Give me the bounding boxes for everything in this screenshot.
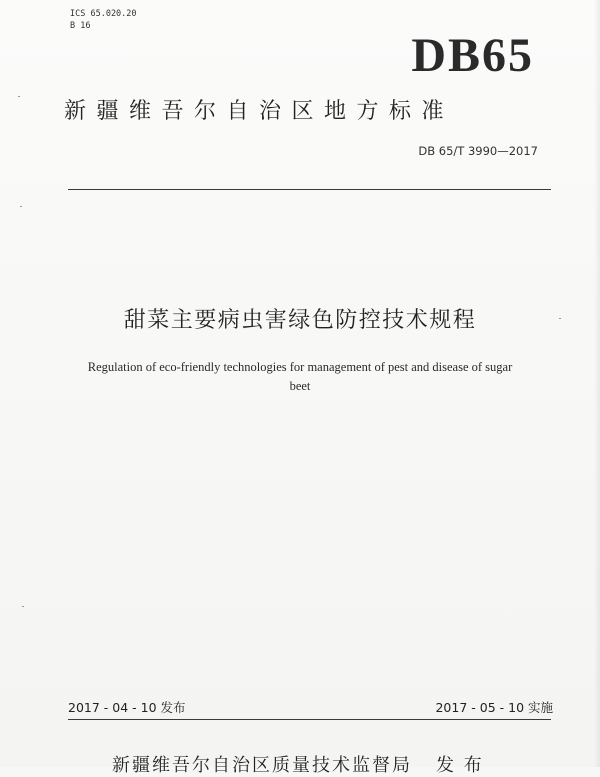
scan-speck [18, 96, 20, 97]
english-title-line-2: beet [289, 379, 311, 393]
issuer-name: 新疆维吾尔自治区质量技术监督局 [112, 755, 412, 776]
ccs-code: B 16 [70, 21, 91, 31]
scan-speck [20, 206, 22, 207]
english-title-line-1: Regulation of eco-friendly technologies for management of pest and disease of sugar [87, 360, 513, 374]
publish-label: 发 布 [436, 755, 484, 776]
scan-edge-shadow [594, 0, 600, 767]
scan-speck [559, 318, 561, 319]
document-title-english [55, 358, 545, 396]
standard-type-heading: 新疆维吾尔自治区地方标准 [64, 99, 455, 124]
ics-code: ICS 65.020.20 [70, 9, 137, 19]
footer-divider [68, 719, 551, 720]
header-divider [68, 189, 551, 190]
issuing-authority [112, 751, 484, 777]
document-title-chinese: 甜菜主要病虫害绿色防控技术规程 [123, 308, 477, 333]
standard-number: DB 65/T 3990—2017 [418, 144, 538, 158]
issue-date: 2017 - 04 - 10 发布 [68, 700, 186, 715]
classification-codes [70, 8, 137, 32]
scan-speck [22, 606, 24, 607]
implementation-date: 2017 - 05 - 10 实施 [435, 700, 553, 715]
standard-brand-mark: DB65 [411, 29, 534, 82]
